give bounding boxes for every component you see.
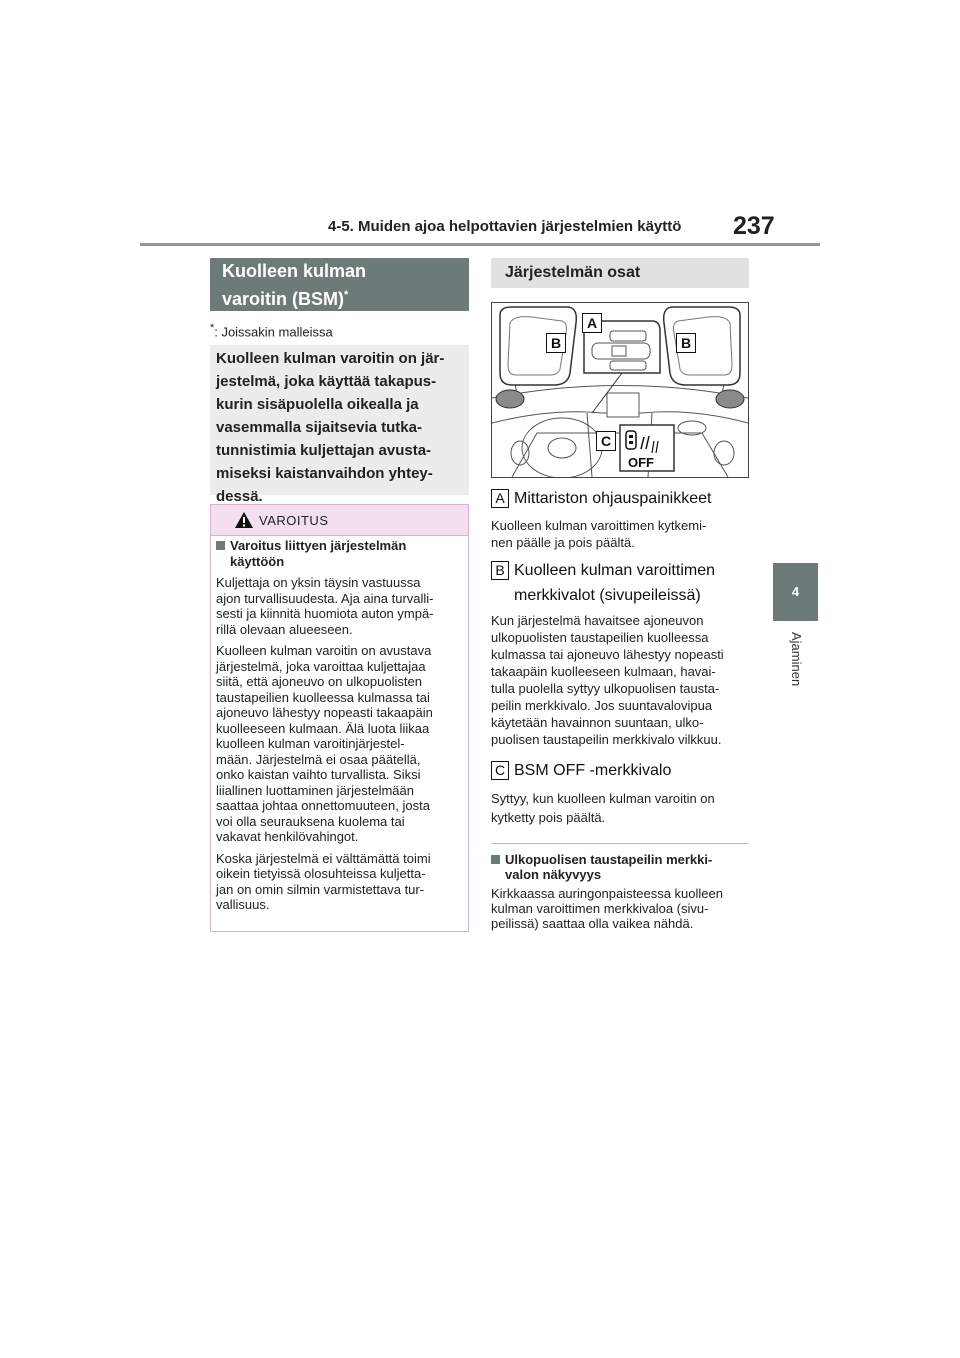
footnote-mark: * — [344, 289, 349, 301]
warning-header — [211, 505, 468, 536]
chapter-tab[interactable]: 4 — [773, 563, 818, 621]
footnote-text: : Joissakin malleissa — [214, 324, 333, 340]
item-b-heading-text — [514, 558, 715, 608]
text-line: takaapäin kuolleeseen kulmaan, havai- — [491, 664, 716, 679]
visibility-text — [491, 886, 749, 931]
text-line: järjestelmä, joka varoittaa kuljettajaa — [216, 658, 426, 674]
item-a-letter: A — [491, 489, 509, 508]
warning-subheading-line: Varoitus liittyen järjestelmän — [230, 538, 407, 553]
components-heading: Järjestelmän osat — [491, 258, 749, 288]
text-line: oikein tietyissä olosuhteissa kuljetta- — [216, 866, 426, 881]
text-line: kulman varoittimen merkkivaloa (sivu- — [491, 901, 709, 916]
summary-line: kurin sisäpuolella oikealla ja — [216, 396, 419, 413]
dashboard-figure — [491, 302, 749, 478]
warning-box — [210, 504, 469, 932]
callout-a: A — [582, 313, 602, 333]
text-line: nen päälle ja pois päältä. — [491, 535, 635, 550]
text-line: käytetään havainnon suuntaan, ulko- — [491, 715, 704, 730]
text-line: taustapeilien kuolleessa kulmassa tai — [216, 689, 430, 705]
warning-paragraph — [216, 851, 461, 913]
summary-line: miseksi kaistanvaihdon yhtey- — [216, 465, 433, 482]
text-line: kuolleen kulman varoitinjärjestel- — [216, 736, 405, 751]
text-line: merkkivalot (sivupeileissä) — [514, 587, 701, 604]
visibility-subheading-text — [505, 852, 712, 882]
text-line: sesti ja kiinnitä huomiota auton ympä- — [216, 606, 434, 621]
summary-box — [210, 345, 469, 505]
item-c-letter: C — [491, 761, 509, 780]
summary-line: Kuolleen kulman varoitin on jär- — [216, 350, 445, 367]
item-a-text — [491, 517, 749, 551]
divider — [491, 843, 749, 844]
text-line: Kuljettaja on yksin täysin vastuussa — [216, 575, 421, 590]
item-a-heading-text: Mittariston ohjauspainikkeet — [514, 490, 712, 507]
text-line: Koska järjestelmä ei välttämättä toimi — [216, 850, 431, 866]
callout-b-right: B — [676, 333, 696, 353]
text-line: Kuolleen kulman varoitin on avustava — [216, 643, 432, 658]
dashboard-illustration — [492, 303, 748, 477]
item-c-text — [491, 789, 749, 827]
page-number: 237 — [733, 212, 775, 240]
text-line: ulkopuolisten taustapeilien kuolleessa — [491, 630, 709, 645]
text-line: vallisuus. — [216, 897, 270, 912]
text-line: kulmassa tai ajoneuvo lähestyy nopeasti — [491, 647, 724, 662]
text-line: rillä olevaan alueeseen. — [216, 621, 353, 637]
warning-subheading-line: käyttöön — [230, 553, 285, 569]
chapter-label: Ajaminen — [789, 632, 804, 687]
text-line: siitä, että ajoneuvo on ulkopuolisten — [216, 674, 422, 689]
footnote-asterisk: * — [210, 322, 215, 334]
text-line: onko kaistan vaihto turvallista. Siksi — [216, 767, 421, 782]
text-line: Ulkopuolisen taustapeilin merkki- — [505, 852, 713, 867]
warning-paragraph — [216, 643, 461, 845]
text-line: ajoneuvo lähestyy nopeasti takaapäin — [216, 705, 433, 720]
square-bullet-icon — [216, 541, 225, 550]
text-line: Kuolleen kulman varoittimen kytkemi- — [491, 518, 707, 533]
text-line: liiallinen luottaminen järjestelmään — [216, 782, 414, 798]
item-c-heading — [491, 758, 671, 783]
text-line: jan on omin silmin varmistettava tur- — [216, 881, 425, 897]
summary-line: dessä. — [216, 488, 263, 505]
header-rule — [140, 243, 820, 246]
section-title-text: varoitin (BSM) — [222, 289, 345, 309]
text-line: puolisen taustapeilin merkkivalo vilkkuu. — [491, 732, 722, 747]
running-header: 4-5. Muiden ajoa helpottavien järjestelmien käyttö — [328, 218, 682, 235]
text-line: peilissä) saattaa olla vaikea nähdä. — [491, 916, 694, 931]
text-line: valon näkyvyys — [505, 867, 602, 882]
summary-line: tunnistimia kuljettajan avusta- — [216, 442, 432, 459]
item-a-heading — [491, 486, 711, 511]
footnote — [210, 322, 333, 339]
warning-subheading-text — [230, 538, 406, 569]
visibility-subheading — [491, 852, 749, 882]
section-title-box — [210, 258, 469, 311]
warning-triangle-icon — [234, 511, 254, 529]
text-line: Syttyy, kun kuolleen kulman varoitin on — [491, 791, 715, 806]
summary-line: vasemmalla sijaitsevia tutka- — [216, 419, 422, 436]
text-line: vakavat henkilövahingot. — [216, 829, 359, 844]
text-line: Kirkkaassa auringonpaisteessa kuolleen — [491, 886, 723, 901]
item-b-letter: B — [491, 561, 509, 580]
item-c-heading-text: BSM OFF -merkkivalo — [514, 762, 672, 779]
text-line: tulla puolella syttyy ulkopuolisen tausta- — [491, 681, 720, 696]
warning-label: VAROITUS — [259, 513, 329, 528]
callout-b-left: B — [546, 333, 566, 353]
square-bullet-icon — [491, 855, 500, 864]
text-line: ajon turvallisuudesta. Aja aina turvalli- — [216, 590, 434, 606]
text-line: kuolleeseen kulmaan. Älä luota liikaa — [216, 720, 430, 736]
text-line: saattaa johtaa onnettomuuteen, josta — [216, 798, 430, 813]
section-title-line2 — [222, 283, 457, 311]
callout-c: C — [596, 431, 616, 451]
warning-paragraph — [216, 575, 461, 637]
item-b-text — [491, 612, 749, 748]
warning-body — [216, 538, 461, 913]
text-line: Kun järjestelmä havaitsee ajoneuvon — [491, 613, 704, 628]
section-title-line1: Kuolleen kulman — [222, 261, 367, 281]
text-line: Kuolleen kulman varoittimen — [514, 562, 715, 579]
warning-subheading — [216, 538, 461, 569]
summary-line: jestelmä, joka käyttää takapus- — [216, 373, 437, 390]
text-line: kytketty pois päältä. — [491, 810, 606, 825]
text-line: mään. Järjestelmä ei osaa päätellä, — [216, 751, 421, 767]
text-line: peilin merkkivalo. Jos suuntavalovipua — [491, 698, 713, 713]
item-b-heading — [491, 558, 715, 608]
off-label: OFF — [628, 455, 654, 470]
text-line: voi olla seurauksena kuolema tai — [216, 813, 405, 829]
